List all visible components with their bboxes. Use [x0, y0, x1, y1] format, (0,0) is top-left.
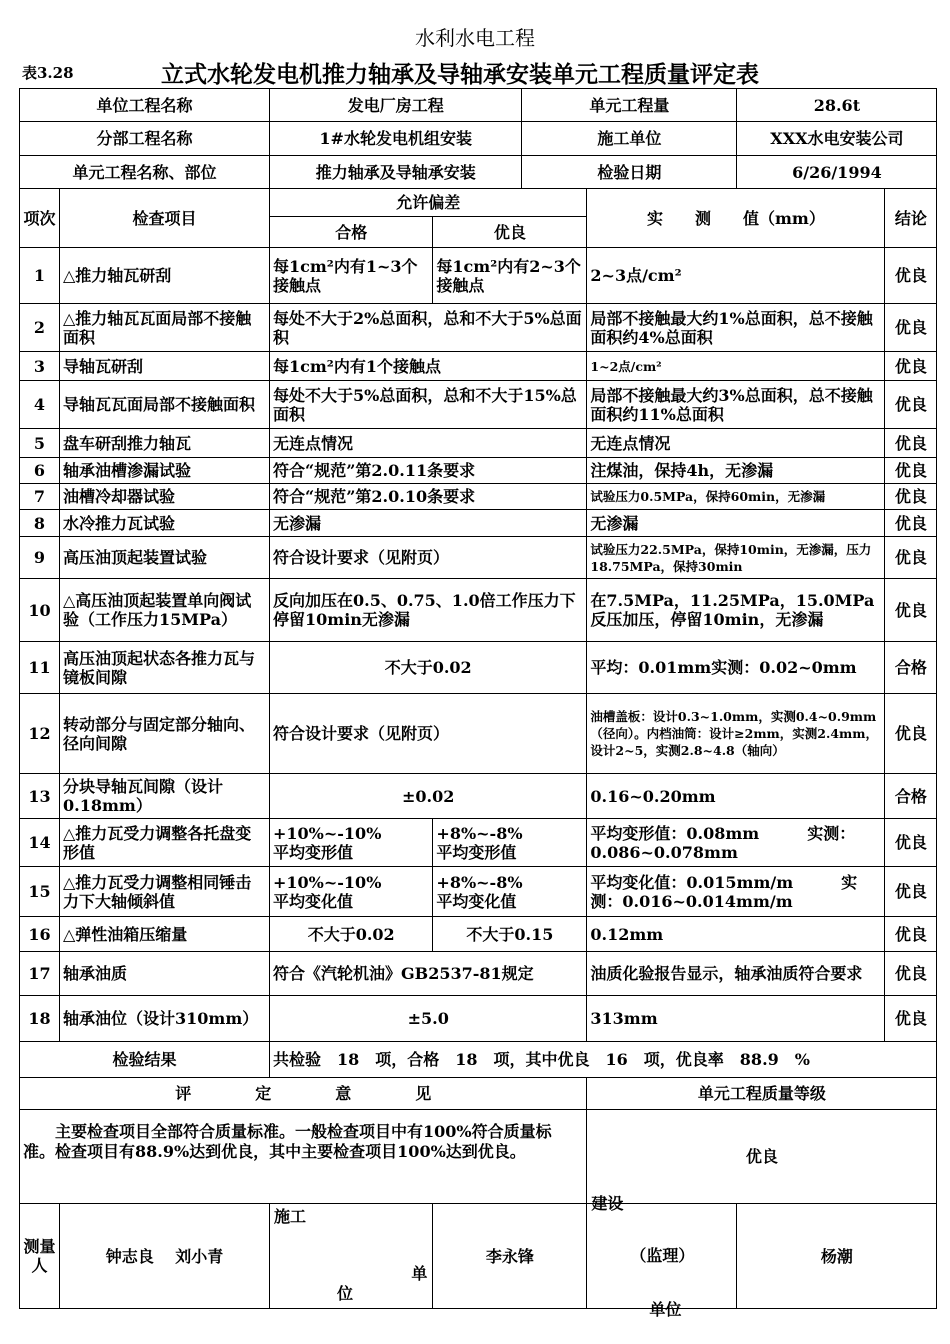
- supervisor-label-mid: （监理）: [630, 1246, 695, 1265]
- construction-label-2: 单: [411, 1264, 428, 1283]
- table-row: [20, 458, 937, 484]
- unit-project-value: 发电厂房工程: [270, 89, 522, 122]
- row-item: 导轴瓦研刮: [60, 352, 270, 381]
- table-row: [20, 510, 937, 537]
- row-tolerance: 符合设计要求（见附页）: [270, 537, 587, 579]
- row-tolerance: 每1cm²内有1个接触点: [270, 352, 587, 381]
- row-item: △弹性油箱压缩量: [60, 917, 270, 952]
- row-result: 优良: [885, 484, 937, 510]
- opinion-header: 评 定 意 见: [20, 1078, 587, 1110]
- table-row: [20, 694, 937, 774]
- col-header-pass: 合格: [270, 217, 433, 248]
- row-tolerance: 符合“规范”第2.0.10条要求: [270, 484, 587, 510]
- row-result: 优良: [885, 248, 937, 304]
- table-row: [20, 429, 937, 458]
- row-result: 优良: [885, 510, 937, 537]
- row-item: 转动部分与固定部分轴向、径向间隙: [60, 694, 270, 774]
- supervisor-person: 杨潮: [737, 1204, 937, 1309]
- row-item: 轴承油位（设计310mm）: [60, 996, 270, 1042]
- table-row: [20, 819, 937, 867]
- table-row: [20, 774, 937, 819]
- row-no: 7: [20, 484, 60, 510]
- row-item: 盘车研刮推力轴瓦: [60, 429, 270, 458]
- row-tolerance: 符合设计要求（见附页）: [270, 694, 587, 774]
- table-row: [20, 952, 937, 996]
- row-result: 合格: [885, 774, 937, 819]
- row-item: 高压油顶起装置试验: [60, 537, 270, 579]
- row-item: 导轴瓦瓦面局部不接触面积: [60, 381, 270, 429]
- row-pass: +10%~-10% 平均变形值: [270, 819, 433, 867]
- measurer-names: 钟志良 刘小青: [60, 1204, 270, 1309]
- element-label: 单元工程名称、部位: [20, 156, 270, 189]
- row-measured: 0.12mm: [587, 917, 885, 952]
- evaluation-table: [19, 88, 937, 1319]
- row-item: 高压油顶起状态各推力瓦与镜板间隙: [60, 642, 270, 694]
- col-header-measured: 实 测 值（mm）: [587, 189, 885, 248]
- date-value: 6/26/1994: [737, 156, 937, 189]
- row-result: 合格: [885, 642, 937, 694]
- row-measured: 注煤油，保持4h，无渗漏: [587, 458, 885, 484]
- supervisor-label-bottom: 单位: [649, 1300, 682, 1319]
- org-title: 水利水电工程: [415, 26, 535, 50]
- contractor-label: 施工单位: [522, 122, 737, 156]
- row-tolerance: 每处不大于5%总面积，总和不大于15%总面积: [270, 381, 587, 429]
- table-row: [20, 996, 937, 1042]
- table-row: [20, 642, 937, 694]
- supervisor-label-top: 建设: [591, 1194, 624, 1213]
- row-measured: 1~2点/cm²: [587, 352, 885, 381]
- construction-label-1: 施工: [274, 1207, 307, 1226]
- row-measured: 局部不接触最大约3%总面积，总不接触面积约11%总面积: [587, 381, 885, 429]
- row-measured: 无连点情况: [587, 429, 885, 458]
- sub-project-value: 1#水轮发电机组安装: [270, 122, 522, 156]
- row-pass: +10%~-10% 平均变化值: [270, 867, 433, 917]
- row-result: 优良: [885, 917, 937, 952]
- table-row: [20, 248, 937, 304]
- summary-text: 共检验 18 项，合格 18 项，其中优良 16 项，优良率 88.9 %: [270, 1042, 937, 1078]
- row-no: 3: [20, 352, 60, 381]
- supervisor-label: [587, 1194, 737, 1319]
- row-good: 不大于0.15: [433, 917, 587, 952]
- col-header-good: 优良: [433, 217, 587, 248]
- row-item: 分块导轴瓦间隙（设计0.18mm）: [60, 774, 270, 819]
- row-tolerance: ±0.02: [270, 774, 587, 819]
- table-row: [20, 304, 937, 352]
- row-no: 5: [20, 429, 60, 458]
- row-no: 6: [20, 458, 60, 484]
- col-header-conclusion: 结论: [885, 189, 937, 248]
- row-result: 优良: [885, 458, 937, 484]
- row-tolerance: 反向加压在0.5、0.75、1.0倍工作压力下停留10min无渗漏: [270, 579, 587, 642]
- row-measured: 无渗漏: [587, 510, 885, 537]
- row-no: 2: [20, 304, 60, 352]
- row-result: 优良: [885, 579, 937, 642]
- row-measured: 平均变化值：0.015mm/m 实测：0.016~0.014mm/m: [587, 867, 885, 917]
- row-no: 14: [20, 819, 60, 867]
- row-no: 12: [20, 694, 60, 774]
- row-measured: 平均变形值：0.08mm 实测：0.086~0.078mm: [587, 819, 885, 867]
- row-no: 17: [20, 952, 60, 996]
- row-measured: 局部不接触最大约1%总面积，总不接触面积约4%总面积: [587, 304, 885, 352]
- col-header-item: 检查项目: [60, 189, 270, 248]
- row-no: 16: [20, 917, 60, 952]
- row-item: 油槽冷却器试验: [60, 484, 270, 510]
- col-header-tolerance: 允许偏差: [270, 189, 587, 217]
- grade-header: 单元工程质量等级: [587, 1078, 937, 1110]
- row-no: 15: [20, 867, 60, 917]
- row-measured: 平均：0.01mm实测：0.02~0mm: [587, 642, 885, 694]
- date-label: 检验日期: [522, 156, 737, 189]
- table-row: [20, 579, 937, 642]
- row-good: +8%~-8% 平均变化值: [433, 867, 587, 917]
- table-row: [20, 381, 937, 429]
- row-tolerance: 无渗漏: [270, 510, 587, 537]
- page-title: 立式水轮发电机推力轴承及导轴承安装单元工程质量评定表: [161, 61, 759, 88]
- opinion-text: 主要检查项目全部符合质量标准。一般检查项目中有100%符合质量标准。检查项目有88.9%达到优良，其中主要检查项目100%达到优良。: [20, 1110, 587, 1204]
- row-tolerance: ±5.0: [270, 996, 587, 1042]
- table-row: [20, 867, 937, 917]
- row-item: 水冷推力瓦试验: [60, 510, 270, 537]
- row-no: 10: [20, 579, 60, 642]
- row-good: +8%~-8% 平均变形值: [433, 819, 587, 867]
- row-item: 轴承油质: [60, 952, 270, 996]
- row-result: 优良: [885, 819, 937, 867]
- row-tolerance: 符合“规范”第2.0.11条要求: [270, 458, 587, 484]
- row-no: 13: [20, 774, 60, 819]
- quantity-label: 单元工程量: [522, 89, 737, 122]
- unit-project-label: 单位工程名称: [20, 89, 270, 122]
- row-result: 优良: [885, 694, 937, 774]
- row-measured: 油槽盖板：设计0.3~1.0mm，实测0.4~0.9mm（径向）。内档油筒：设计≥2mm，实测2.4mm，设计2~5，实测2.8~4.8（轴向）: [587, 694, 885, 774]
- row-measured: 2~3点/cm²: [587, 248, 885, 304]
- row-no: 8: [20, 510, 60, 537]
- row-measured: 试验压力0.5MPa，保持60min，无渗漏: [587, 484, 885, 510]
- row-no: 4: [20, 381, 60, 429]
- table-row: [20, 917, 937, 952]
- row-measured: 313mm: [587, 996, 885, 1042]
- grade-value: 优良: [587, 1110, 937, 1204]
- table-row: [20, 484, 937, 510]
- row-item: △推力瓦受力调整各托盘变形值: [60, 819, 270, 867]
- row-good: 每1cm²内有2~3个接触点: [433, 248, 587, 304]
- row-result: 优良: [885, 304, 937, 352]
- table-row: [20, 537, 937, 579]
- row-measured: 在7.5MPa，11.25MPa，15.0MPa反压加压，停留10min，无渗漏: [587, 579, 885, 642]
- row-result: 优良: [885, 352, 937, 381]
- row-tolerance: 符合《汽轮机油》GB2537-81规定: [270, 952, 587, 996]
- quantity-value: 28.6t: [737, 89, 937, 122]
- row-result: 优良: [885, 952, 937, 996]
- table-row: [20, 352, 937, 381]
- row-result: 优良: [885, 429, 937, 458]
- row-tolerance: 不大于0.02: [270, 642, 587, 694]
- measurer-label: 测量人: [20, 1204, 60, 1309]
- row-item: △推力瓦受力调整相同锤击力下大轴倾斜值: [60, 867, 270, 917]
- row-measured: 0.16~0.20mm: [587, 774, 885, 819]
- sub-project-label: 分部工程名称: [20, 122, 270, 156]
- row-measured: 试验压力22.5MPa，保持10min，无渗漏，压力18.75MPa，保持30min: [587, 537, 885, 579]
- row-item: 轴承油槽渗漏试验: [60, 458, 270, 484]
- col-header-no: 项次: [20, 189, 60, 248]
- table-number: 表3.28: [22, 64, 74, 82]
- row-result: 优良: [885, 537, 937, 579]
- construction-person: 李永锋: [433, 1204, 587, 1309]
- element-value: 推力轴承及导轴承安装: [270, 156, 522, 189]
- row-pass: 每1cm²内有1~3个接触点: [270, 248, 433, 304]
- row-no: 18: [20, 996, 60, 1042]
- row-measured: 油质化验报告显示，轴承油质符合要求: [587, 952, 885, 996]
- row-no: 9: [20, 537, 60, 579]
- row-no: 11: [20, 642, 60, 694]
- row-tolerance: 无连点情况: [270, 429, 587, 458]
- summary-label: 检验结果: [20, 1042, 270, 1078]
- contractor-value: XXX水电安装公司: [737, 122, 937, 156]
- row-item: △推力轴瓦研刮: [60, 248, 270, 304]
- row-tolerance: 每处不大于2%总面积，总和不大于5%总面积: [270, 304, 587, 352]
- construction-unit-label: [270, 1204, 433, 1309]
- row-no: 1: [20, 248, 60, 304]
- row-result: 优良: [885, 867, 937, 917]
- row-result: 优良: [885, 996, 937, 1042]
- row-result: 优良: [885, 381, 937, 429]
- row-pass: 不大于0.02: [270, 917, 433, 952]
- row-item: △推力轴瓦瓦面局部不接触面积: [60, 304, 270, 352]
- construction-label-3: 位: [337, 1284, 354, 1303]
- row-item: △高压油顶起装置单向阀试验（工作压力15MPa）: [60, 579, 270, 642]
